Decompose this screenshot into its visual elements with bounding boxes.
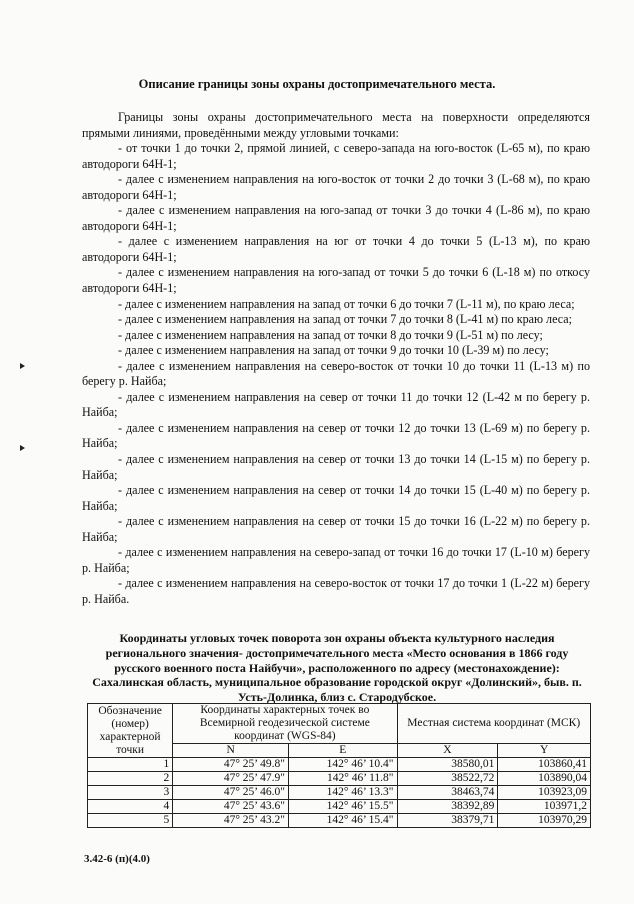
cell-x: 38379,71 <box>397 814 498 828</box>
cell-x: 38522,72 <box>397 772 498 786</box>
table-row <box>88 800 591 814</box>
cell-point-number: 4 <box>88 800 173 814</box>
coordinates-heading: Координаты угловых точек поворота зон охраны объекта культурного наследия регионального значения- достопримечательного места «Место основания в 1866 году русского военного поста Найбучи», расположенного по адресу (местонахождение): Сахалинская область, муниципальное образование городской округ «Долинский», быв. п. Усть-Долинка, близ с. Стародубское. <box>92 631 582 705</box>
boundary-item: - далее с изменением направления на запад от точки 7 до точки 8 (L-41 м) по краю леса; <box>118 312 572 327</box>
table-row <box>88 814 591 828</box>
cell-e: 142° 46’ 15.4" <box>288 814 397 828</box>
cell-point-number: 2 <box>88 772 173 786</box>
boundary-item: - далее с изменением направления на юго-запад от точки 5 до точки 6 (L-18 м) по откосу автодороги 64Н-1; <box>82 265 590 296</box>
cell-y: 103923,09 <box>498 786 591 800</box>
table-header-row <box>88 704 591 744</box>
cell-n: 47° 25’ 47.9" <box>173 772 289 786</box>
cell-n: 47° 25’ 49.8" <box>173 758 289 772</box>
document-code: 3.42-6 (п)(4.0) <box>84 853 150 865</box>
table-row <box>88 772 591 786</box>
header-n: N <box>173 744 289 758</box>
header-y: Y <box>498 744 591 758</box>
cell-y: 103971,2 <box>498 800 591 814</box>
cell-point-number: 1 <box>88 758 173 772</box>
boundary-item: - далее с изменением направления на юго-восток от точки 2 до точки 3 (L-68 м), по краю автодороги 64Н-1; <box>82 172 590 202</box>
boundary-item: - далее с изменением направления на север от точки 11 до точки 12 (L-42 м по берегу р. Найба; <box>82 389 590 420</box>
boundary-item: - далее с изменением направления на север от точки 12 до точки 13 (L-69 м) по берегу р. Найба; <box>82 420 590 451</box>
cell-e: 142° 46’ 13.3" <box>288 786 397 800</box>
cell-point-number: 3 <box>88 786 173 800</box>
coordinates-table <box>87 703 591 828</box>
boundary-item: - далее с изменением направления на юго-запад от точки 3 до точки 4 (L-86 м), по краю автодороги 64Н-1; <box>82 203 590 233</box>
header-msk: Местная система координат (МСК) <box>397 704 591 744</box>
cell-n: 47° 25’ 43.6" <box>173 800 289 814</box>
header-e: E <box>288 744 397 758</box>
boundary-item: - далее с изменением направления на север от точки 14 до точки 15 (L-40 м) по берегу р. Найба; <box>82 483 590 513</box>
header-point-number: Обозначение (номер) характерной точки <box>88 704 173 758</box>
cell-e: 142° 46’ 10.4" <box>288 758 397 772</box>
boundary-item: - далее с изменением направления на северо-запад от точки 16 до точки 17 (L-10 м) берегу р. Найба; <box>82 545 590 575</box>
cell-x: 38463,74 <box>397 786 498 800</box>
cell-e: 142° 46’ 15.5" <box>288 800 397 814</box>
cell-y: 103970,29 <box>498 814 591 828</box>
boundary-item: - далее с изменением направления на север от точки 15 до точки 16 (L-22 м) по берегу р. Найба; <box>82 514 590 544</box>
cell-n: 47° 25’ 46.0" <box>173 786 289 800</box>
cell-e: 142° 46’ 11.8" <box>288 772 397 786</box>
table-row <box>88 786 591 800</box>
cell-point-number: 5 <box>88 814 173 828</box>
boundary-item: - далее с изменением направления на северо-восток от точки 10 до точки 11 (L-13 м) по берегу р. Найба; <box>82 358 590 389</box>
cell-x: 38392,89 <box>397 800 498 814</box>
cell-y: 103890,04 <box>498 772 591 786</box>
intro-paragraph: Границы зоны охраны достопримечательного места на поверхности определяются прямыми линиями, проведёнными между угловыми точками: <box>82 110 590 140</box>
table-row <box>88 758 591 772</box>
cell-n: 47° 25’ 43.2" <box>173 814 289 828</box>
boundary-description <box>82 110 590 608</box>
boundary-item: - далее с изменением направления на север от точки 13 до точки 14 (L-15 м) по берегу р. Найба; <box>82 452 590 482</box>
boundary-item: - далее с изменением направления на запад от точки 6 до точки 7 (L-11 м), по краю леса; <box>118 296 575 311</box>
header-x: X <box>397 744 498 758</box>
boundary-item: - далее с изменением направления на запад от точки 9 до точки 10 (L-39 м) по лесу; <box>118 343 549 358</box>
boundary-item: - далее с изменением направления на северо-восток от точки 17 до точки 1 (L-22 м) берегу р. Найба. <box>82 576 590 606</box>
page-title: Описание границы зоны охраны достопримечательного места. <box>138 77 496 91</box>
cell-y: 103860,41 <box>498 758 591 772</box>
cell-x: 38580,01 <box>397 758 498 772</box>
margin-mark <box>20 445 25 451</box>
boundary-item: - от точки 1 до точки 2, прямой линией, с северо-запада на юго-восток (L-65 м), по краю автодороги 64Н-1; <box>82 141 590 171</box>
header-wgs84: Координаты характерных точек во Всемирной геодезической системе координат (WGS-84) <box>173 704 397 744</box>
boundary-item: - далее с изменением направления на запад от точки 8 до точки 9 (L-51 м) по лесу; <box>118 327 543 342</box>
margin-mark <box>20 363 25 369</box>
boundary-item: - далее с изменением направления на юг от точки 4 до точки 5 (L-13 м), по краю автодороги 64Н-1; <box>82 234 590 264</box>
